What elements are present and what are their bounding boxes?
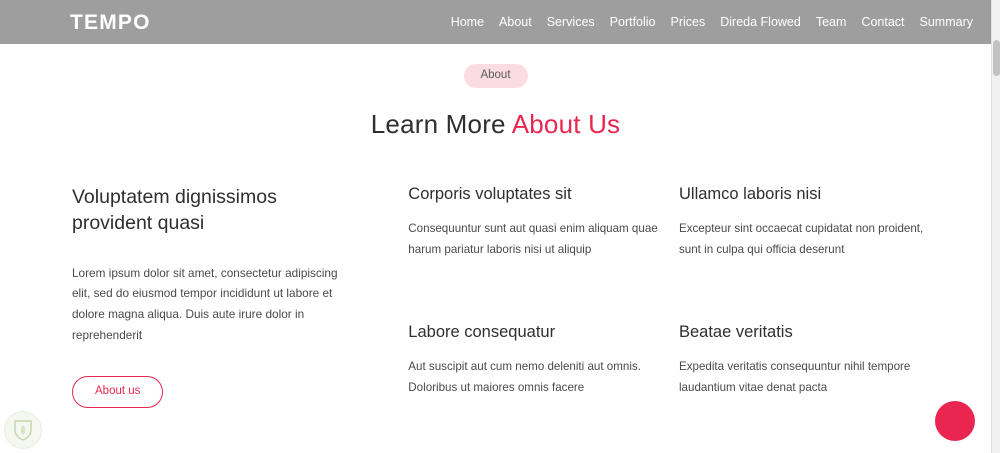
page-title-plain: Learn More <box>370 109 512 140</box>
feature-title: Labore consequatur <box>408 323 556 341</box>
feature-body: Aut suscipit aut cum nemo deleniti aut omnis. Doloribus ut maiores omnis facere <box>408 360 641 394</box>
nav-item-prices[interactable]: Prices <box>670 15 706 29</box>
page-content <box>0 44 991 453</box>
column-spacer <box>408 298 679 322</box>
feature-title: Corporis voluptates sit <box>408 185 572 203</box>
nav-item-contact[interactable]: Contact <box>861 15 905 29</box>
column-spacer <box>679 298 931 322</box>
feature-body: Consequuntur sunt aut quasi enim aliquam quae harum pariatur laboris nisi ut aliquip <box>408 222 658 256</box>
page-title-accent: About Us <box>511 109 621 140</box>
feature-item <box>679 184 931 260</box>
site-logo[interactable]: TEMPO <box>70 10 151 34</box>
column-left <box>72 184 408 408</box>
vertical-scrollbar[interactable] <box>991 0 1000 453</box>
nav-item-about[interactable]: About <box>499 15 532 29</box>
feature-item <box>408 322 679 398</box>
feature-item <box>679 322 931 398</box>
feature-title: Ullamco laboris nisi <box>678 185 822 203</box>
nav-item-home[interactable]: Home <box>450 15 485 29</box>
feature-title: Beatae veritatis <box>678 323 793 341</box>
about-columns <box>0 184 991 408</box>
feature-item <box>408 184 679 260</box>
primary-navigation <box>451 15 973 29</box>
about-us-button[interactable]: About us <box>72 376 163 408</box>
section-badge: About <box>463 64 527 88</box>
leaf-shield-icon <box>4 411 42 449</box>
nav-item-team[interactable]: Team <box>815 15 847 29</box>
column-middle <box>408 184 679 408</box>
page-title <box>0 109 991 140</box>
site-navbar <box>0 0 991 44</box>
nav-item-direda-flowed[interactable]: Direda Flowed <box>720 15 801 29</box>
lead-paragraph: Lorem ipsum dolor sit amet, consectetur adipiscing elit, sed do eiusmod tempor incididunt ut labore et dolore magna aliqua. Duis aute irure dolor in reprehenderit <box>72 265 338 342</box>
nav-item-summary[interactable]: Summary <box>919 15 973 29</box>
circle-action-icon[interactable] <box>935 401 975 441</box>
feature-body: Excepteur sint occaecat cupidatat non proident, sunt in culpa qui officia deserunt <box>678 222 924 256</box>
column-right <box>679 184 931 408</box>
feature-body: Expedita veritatis consequuntur nihil tempore laudantium vitae denat pacta <box>678 360 911 394</box>
nav-item-portfolio[interactable]: Portfolio <box>609 15 656 29</box>
scrollbar-thumb[interactable] <box>993 40 1000 76</box>
lead-heading: Voluptatem dignissimos provident quasi <box>72 186 277 235</box>
nav-item-services[interactable]: Services <box>546 15 595 29</box>
